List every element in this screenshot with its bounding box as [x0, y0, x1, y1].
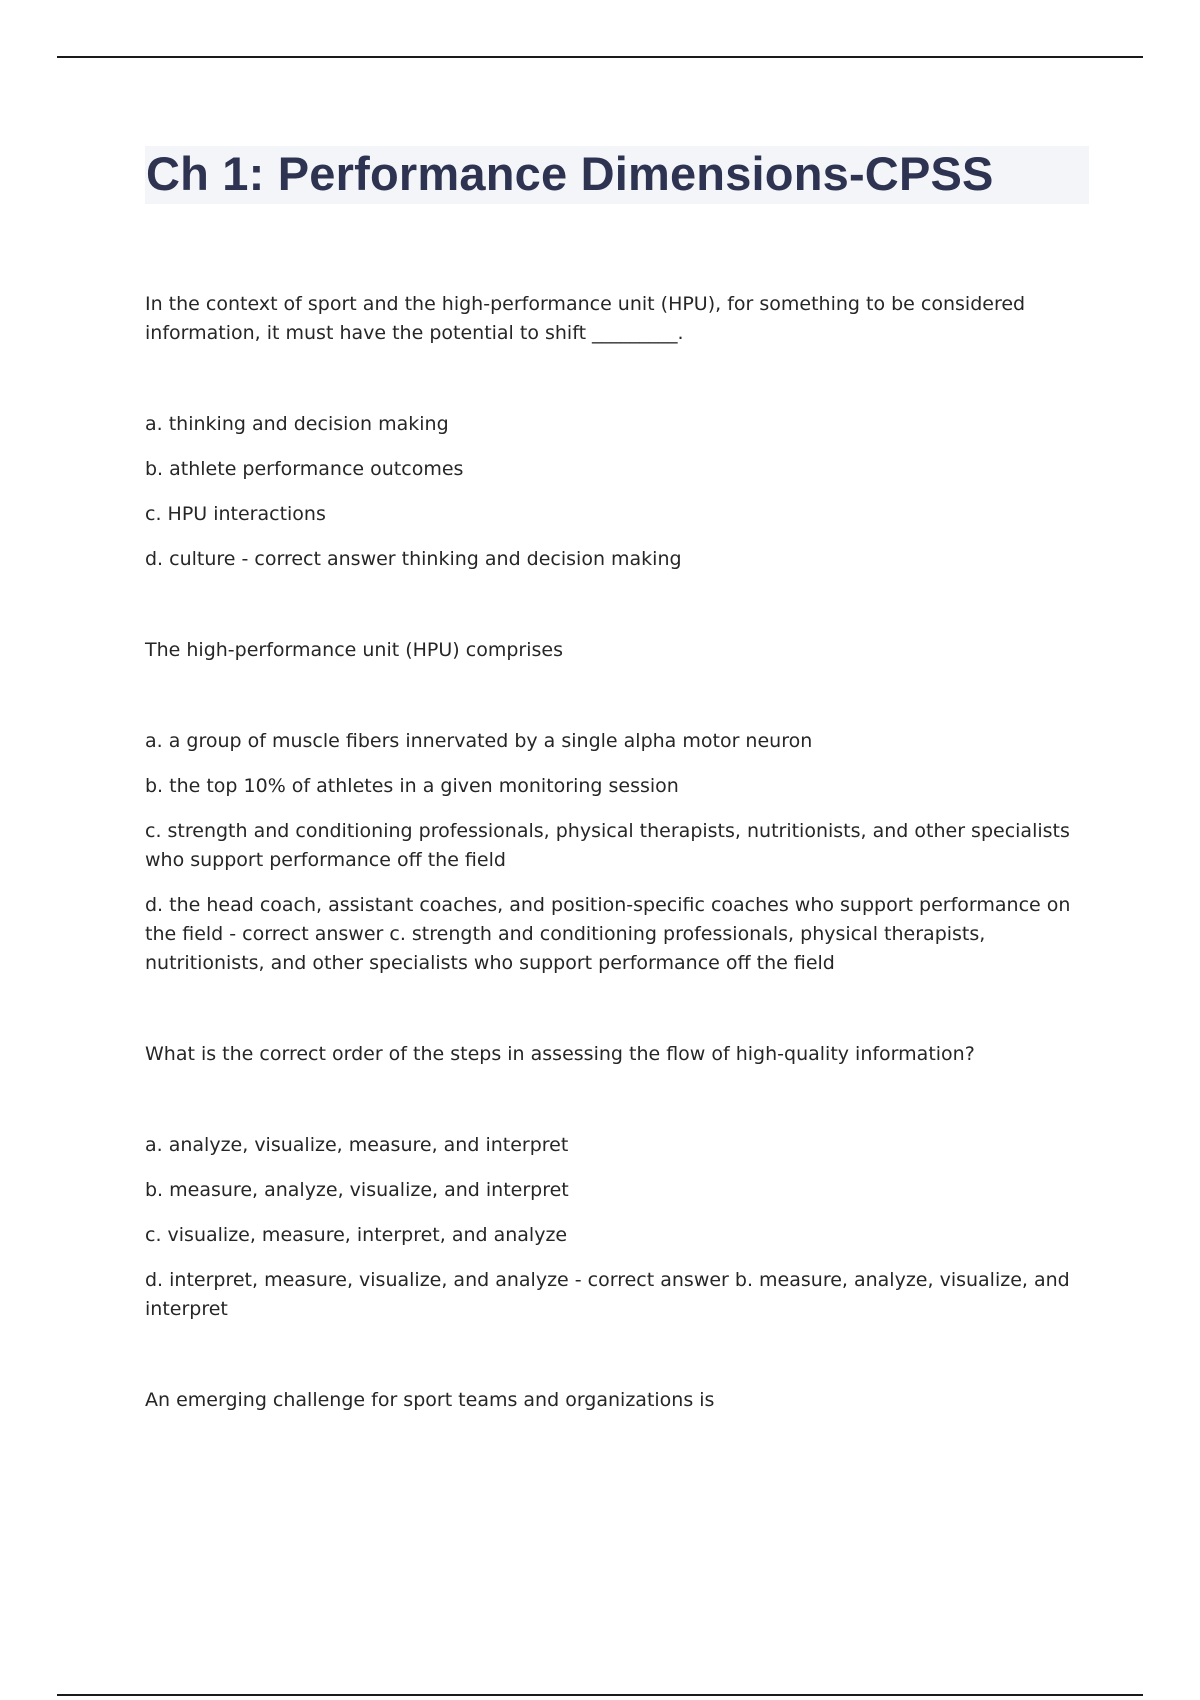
answer-option: b. the top 10% of athletes in a given monitoring session	[145, 775, 679, 797]
answer-option: c. HPU interactions	[145, 503, 326, 525]
question-prompt: The high-performance unit (HPU) comprises	[145, 639, 563, 661]
answer-option: d. the head coach, assistant coaches, and position-specific coaches who support performance on the field - correct answer c. strength and conditioning professionals, physical therapists, nutritionists, and other specialists who support performance off the field	[145, 894, 1071, 974]
answer-options	[145, 1131, 1100, 1324]
answer-option: b. measure, analyze, visualize, and interpret	[145, 1179, 569, 1201]
answer-option: c. visualize, measure, interpret, and analyze	[145, 1224, 568, 1246]
question-prompt: In the context of sport and the high-performance unit (HPU), for something to be considered information, it must have the potential to shift _________.	[145, 293, 1026, 344]
answer-option: a. thinking and decision making	[145, 413, 449, 435]
answer-options	[145, 410, 1100, 574]
answer-options	[145, 727, 1100, 978]
page-top-rule	[57, 56, 1143, 58]
answer-option: d. interpret, measure, visualize, and analyze - correct answer b. measure, analyze, visualize, and interpret	[145, 1269, 1070, 1320]
document-body	[145, 290, 1100, 1477]
answer-option: a. analyze, visualize, measure, and interpret	[145, 1134, 569, 1156]
page-bottom-rule	[57, 1694, 1143, 1696]
answer-option: d. culture - correct answer thinking and decision making	[145, 548, 682, 570]
answer-option: a. a group of muscle fibers innervated by a single alpha motor neuron	[145, 730, 813, 752]
answer-option: c. strength and conditioning professionals, physical therapists, nutritionists, and other specialists who support performance off the field	[145, 820, 1070, 871]
question-prompt: What is the correct order of the steps in assessing the flow of high-quality information?	[145, 1043, 975, 1065]
answer-option: b. athlete performance outcomes	[145, 458, 464, 480]
page-title: Ch 1: Performance Dimensions-CPSS	[146, 147, 994, 200]
question-prompt: An emerging challenge for sport teams and organizations is	[145, 1389, 715, 1411]
